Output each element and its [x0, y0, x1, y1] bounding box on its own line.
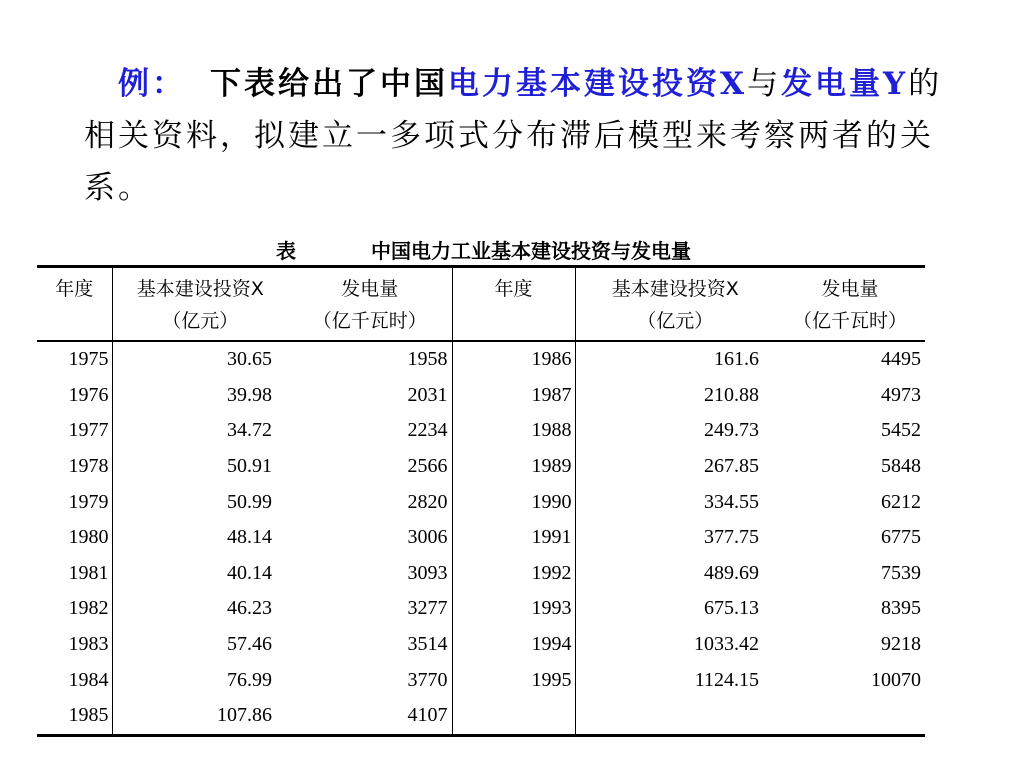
caption-title: 中国电力工业基本建设投资与发电量: [371, 239, 691, 263]
unit-cell: （亿元）: [112, 306, 288, 341]
investment-cell: 1124.15: [694, 668, 759, 691]
investment-cell: 76.99: [227, 668, 272, 691]
highlight-generation: 发电量Y: [781, 66, 909, 102]
table-row: [37, 698, 925, 735]
year-cell: 1990: [452, 484, 575, 520]
generation-cell: 8395: [881, 597, 921, 620]
investment-cell: 30.65: [227, 348, 272, 371]
generation-cell: 3514: [288, 627, 452, 663]
generation-cell: 9218: [881, 633, 921, 656]
year-cell: 1988: [452, 413, 575, 449]
generation-cell: 5848: [881, 455, 921, 478]
investment-cell: 107.86: [112, 698, 288, 735]
table-row: [37, 662, 925, 698]
year-cell: 1989: [452, 449, 575, 485]
investment-cell: 161.6: [714, 348, 759, 371]
year-cell: 1991: [452, 520, 575, 556]
example-label: 例：: [118, 66, 186, 102]
generation-cell: 2820: [288, 484, 452, 520]
year-cell: 1985: [37, 698, 112, 735]
intro-paragraph: [84, 58, 944, 214]
investment-cell: 489.69: [704, 561, 759, 584]
year-cell: 1994: [452, 627, 575, 663]
year-cell: 1986: [452, 341, 575, 378]
intro-text-3: 的相关资料，拟建立一多项式分布滞后模型来考察两者的关系。: [84, 66, 943, 206]
header-year: 年度: [452, 267, 575, 307]
generation-cell: 1958: [288, 341, 452, 378]
generation-cell: 2031: [288, 378, 452, 414]
header-generation: 发电量: [775, 267, 925, 307]
generation-cell: 5452: [881, 419, 921, 442]
year-cell: 1983: [37, 627, 112, 663]
investment-cell: 34.72: [227, 419, 272, 442]
table-row: [37, 591, 925, 627]
investment-cell: [575, 698, 775, 735]
year-cell: 1976: [37, 378, 112, 414]
intro-text-2: 与: [747, 66, 782, 102]
generation-cell: 6775: [881, 526, 921, 549]
investment-cell: 48.14: [227, 526, 272, 549]
unit-cell: （亿元）: [575, 306, 775, 341]
investment-cell: 249.73: [704, 419, 759, 442]
header-year: 年度: [37, 267, 112, 307]
year-cell: 1980: [37, 520, 112, 556]
investment-cell: 210.88: [704, 383, 759, 406]
generation-cell: 7539: [881, 561, 921, 584]
table-caption: [240, 235, 800, 265]
highlight-investment: 电力基本建设投资X: [448, 66, 748, 102]
generation-cell: 2234: [288, 413, 452, 449]
data-table: [37, 265, 925, 737]
year-cell: 1995: [452, 662, 575, 698]
generation-cell: 3277: [288, 591, 452, 627]
year-cell: 1978: [37, 449, 112, 485]
year-cell: 1981: [37, 556, 112, 592]
year-cell: 1975: [37, 341, 112, 378]
unit-cell: （亿千瓦时）: [288, 306, 452, 341]
year-cell: 1987: [452, 378, 575, 414]
table-row: [37, 378, 925, 414]
table-row: [37, 341, 925, 378]
generation-cell: 4973: [881, 383, 921, 406]
year-cell: [452, 698, 575, 735]
generation-cell: 10070: [871, 668, 921, 691]
header-generation: 发电量: [288, 267, 452, 307]
investment-cell: 57.46: [227, 633, 272, 656]
unit-row: [37, 306, 925, 341]
header-investment: 基本建设投资X: [112, 267, 288, 307]
generation-cell: [775, 698, 925, 735]
year-cell: 1979: [37, 484, 112, 520]
investment-cell: 46.23: [227, 597, 272, 620]
investment-cell: 334.55: [704, 490, 759, 513]
table-row: [37, 627, 925, 663]
intro-text-1: 下表给出了中国: [210, 66, 448, 102]
header-investment: 基本建设投资X: [575, 267, 775, 307]
investment-cell: 50.99: [227, 490, 272, 513]
generation-cell: 6212: [881, 490, 921, 513]
table-row: [37, 484, 925, 520]
generation-cell: 4107: [288, 698, 452, 735]
unit-cell: [37, 306, 112, 341]
investment-cell: 377.75: [704, 526, 759, 549]
generation-cell: 4495: [881, 348, 921, 371]
header-row: [37, 267, 925, 307]
year-cell: 1993: [452, 591, 575, 627]
investment-cell: 675.13: [704, 597, 759, 620]
caption-label: 表: [276, 239, 296, 263]
investment-cell: 50.91: [227, 455, 272, 478]
year-cell: 1977: [37, 413, 112, 449]
investment-cell: 40.14: [227, 561, 272, 584]
year-cell: 1984: [37, 662, 112, 698]
investment-cell: 39.98: [227, 383, 272, 406]
generation-cell: 3093: [288, 556, 452, 592]
table-row: [37, 449, 925, 485]
unit-cell: [452, 306, 575, 341]
year-cell: 1982: [37, 591, 112, 627]
table-row: [37, 413, 925, 449]
generation-cell: 3006: [288, 520, 452, 556]
unit-cell: （亿千瓦时）: [775, 306, 925, 341]
generation-cell: 2566: [288, 449, 452, 485]
table-row: [37, 520, 925, 556]
year-cell: 1992: [452, 556, 575, 592]
table-row: [37, 556, 925, 592]
investment-cell: 1033.42: [694, 633, 759, 656]
investment-cell: 267.85: [704, 455, 759, 478]
generation-cell: 3770: [288, 662, 452, 698]
